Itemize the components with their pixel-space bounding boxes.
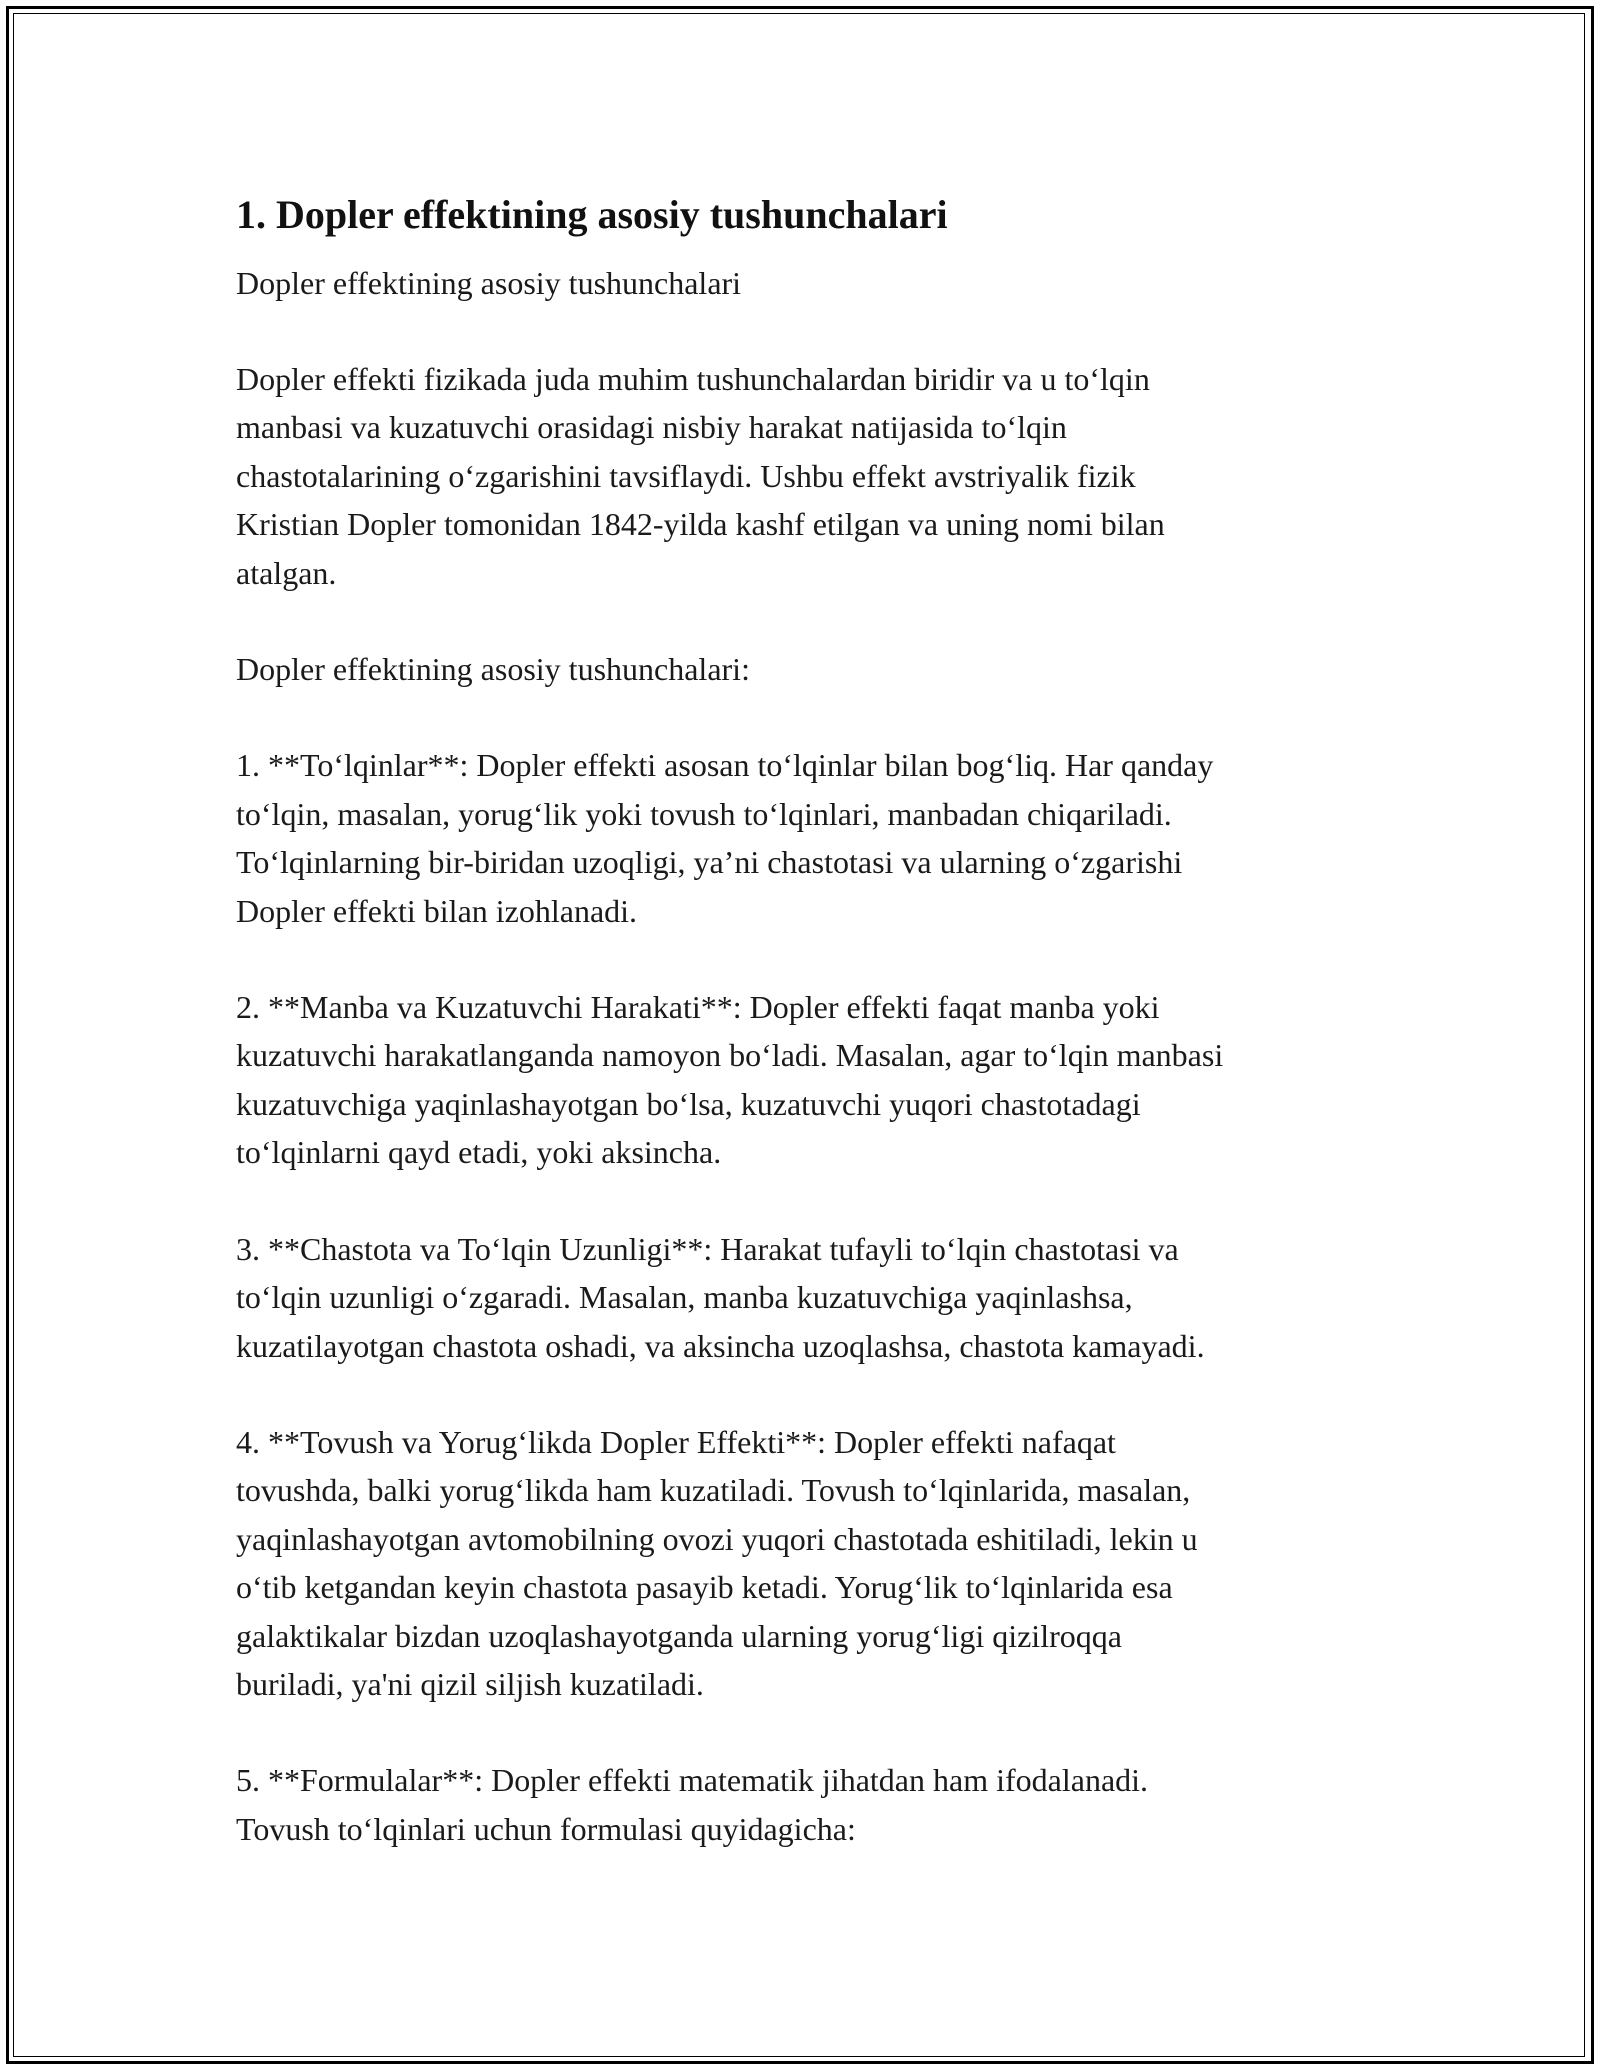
text-line: Tovush to‘lqinlari uchun formulasi quyidagicha:: [236, 1810, 856, 1847]
text-line: chastotalarining o‘zgarishini tavsiflaydi. Ushbu effekt avstriyalik fizik: [236, 457, 1136, 494]
text-line: Dopler effekti bilan izohlanadi.: [236, 892, 638, 929]
text-line: To‘lqinlarning bir-biridan uzoqligi, ya’ni chastotasi va ularning o‘zgarishi: [236, 844, 1183, 881]
text-line: manbasi va kuzatuvchi orasidagi nisbiy harakat natijasida to‘lqin: [236, 409, 1067, 446]
text-line: kuzatuvchiga yaqinlashayotgan bo‘lsa, kuzatuvchi yuqori chastotadagi: [236, 1085, 1141, 1122]
text-line: o‘tib ketgandan keyin chastota pasayib ketadi. Yorug‘lik to‘lqinlarida esa: [236, 1569, 1173, 1606]
list-item-frequency-wavelength: [236, 1225, 1376, 1370]
list-item-sound-light: [236, 1418, 1376, 1708]
text-line: kuzatilayotgan chastota oshadi, va aksincha uzoqlashsa, chastota kamayadi.: [236, 1327, 1205, 1364]
list-item-formulas: [236, 1756, 1376, 1853]
text-line: atalgan.: [236, 554, 337, 591]
list-intro: Dopler effektining asosiy tushunchalari:: [236, 651, 750, 688]
text-line: 2. **Manba va Kuzatuvchi Harakati**: Dopler effekti faqat manba yoki: [236, 989, 1160, 1026]
text-line: buriladi, ya'ni qizil siljish kuzatiladi.: [236, 1665, 704, 1702]
text-line: to‘lqin, masalan, yorug‘lik yoki tovush to‘lqinlari, manbadan chiqariladi.: [236, 795, 1172, 832]
list-item-waves: [236, 741, 1376, 935]
text-line: 1. **To‘lqinlar**: Dopler effekti asosan to‘lqinlar bilan bog‘liq. Har qanday: [236, 747, 1214, 784]
text-line: galaktikalar bizdan uzoqlashayotganda ularning yorug‘ligi qizilroqqa: [236, 1617, 1122, 1654]
text-line: Dopler effekti fizikada juda muhim tushunchalardan biridir va u to‘lqin: [236, 361, 1150, 397]
list-item-source-observer: [236, 983, 1376, 1177]
text-line: tovushda, balki yorug‘likda ham kuzatiladi. Tovush to‘lqinlarida, masalan,: [236, 1472, 1191, 1509]
document-body: [236, 185, 1376, 1853]
section-subtitle: Dopler effektining asosiy tushunchalari: [236, 265, 742, 301]
text-line: kuzatuvchi harakatlanganda namoyon bo‘ladi. Masalan, agar to‘lqin manbasi: [236, 1037, 1224, 1074]
text-line: Kristian Dopler tomonidan 1842-yilda kashf etilgan va uning nomi bilan: [236, 506, 1165, 543]
text-line: to‘lqinlarni qayd etadi, yoki aksincha.: [236, 1134, 722, 1171]
text-line: 4. **Tovush va Yorug‘likda Dopler Effekti**: Dopler effekti nafaqat: [236, 1423, 1116, 1460]
intro-paragraph: [236, 355, 1376, 597]
section-heading: 1. Dopler effektining asosiy tushunchalari: [236, 192, 948, 237]
text-line: yaqinlashayotgan avtomobilning ovozi yuqori chastotada eshitiladi, lekin u: [236, 1520, 1198, 1557]
text-line: to‘lqin uzunligi o‘zgaradi. Masalan, manba kuzatuvchiga yaqinlashsa,: [236, 1279, 1133, 1316]
text-line: 3. **Chastota va To‘lqin Uzunligi**: Harakat tufayli to‘lqin chastotasi va: [236, 1230, 1179, 1267]
text-line: 5. **Formulalar**: Dopler effekti matematik jihatdan ham ifodalanadi.: [236, 1762, 1149, 1799]
